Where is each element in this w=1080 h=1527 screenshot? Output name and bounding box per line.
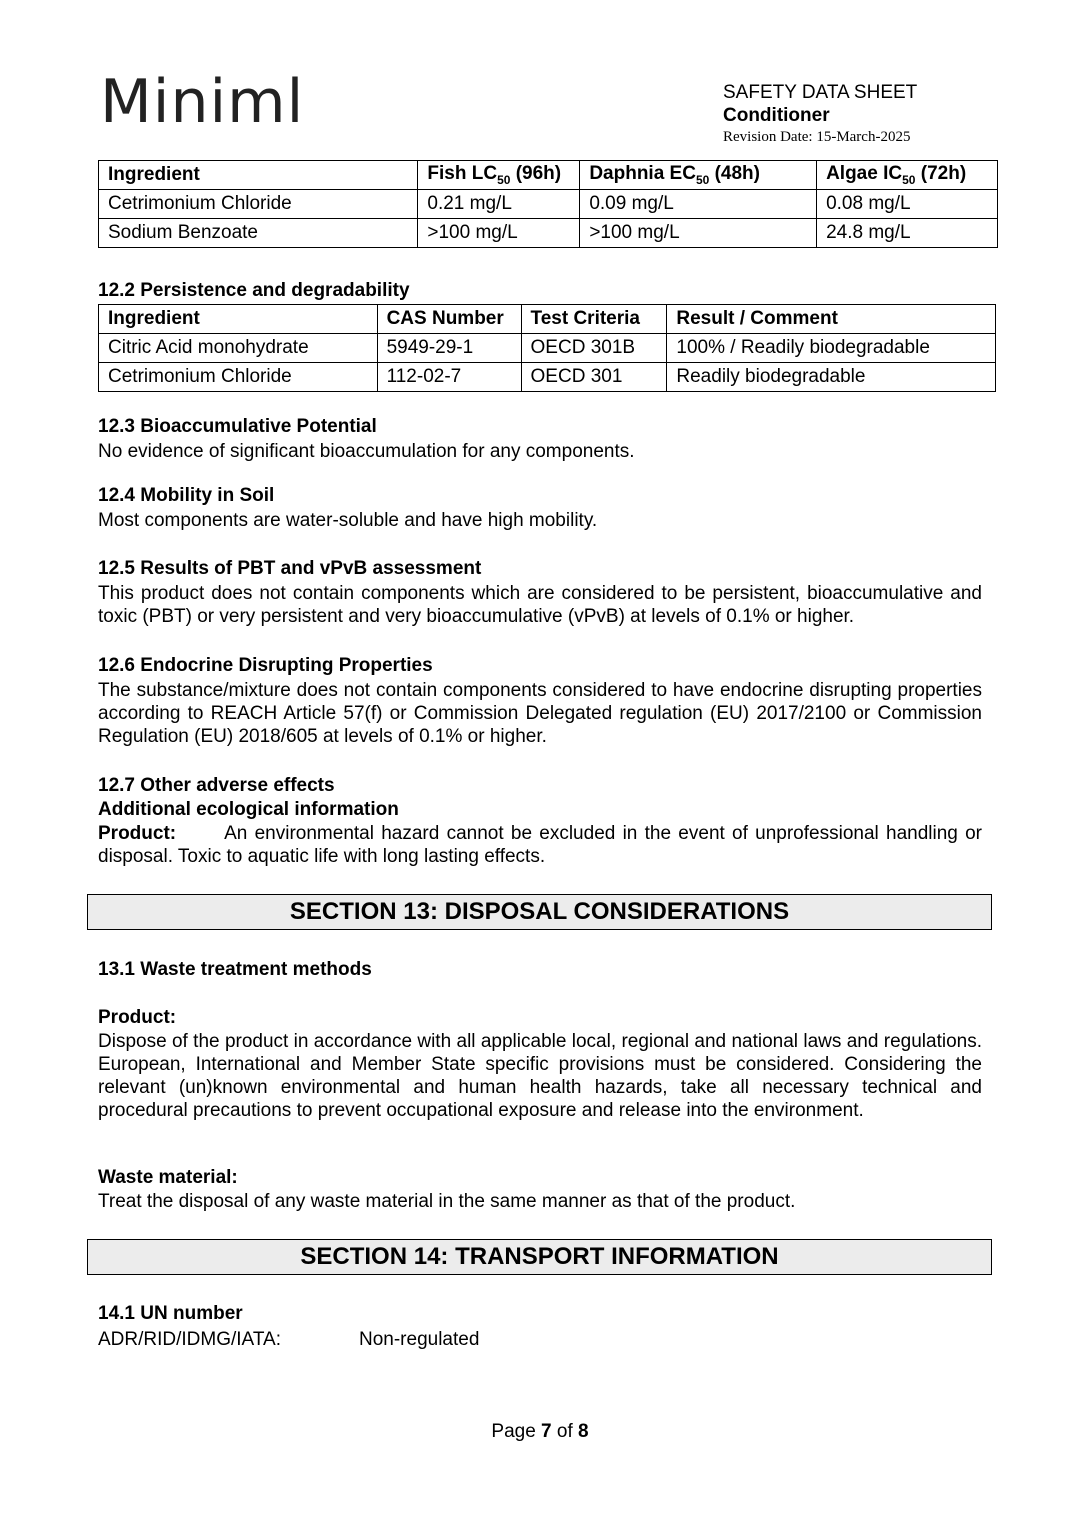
section-heading: 14.1 UN number	[98, 1303, 243, 1324]
section-13-banner: SECTION 13: DISPOSAL CONSIDERATIONS	[87, 894, 992, 930]
paragraph: The substance/mixture does not contain components considered to have endocrine disrupting properties according to REACH Article 57(f) or Commission Delegated regulation (EU) 2017/2100 or Commission Regulation (EU) 2018/605 at levels of 0.1% or higher.	[98, 680, 982, 747]
table-header-row	[99, 161, 998, 190]
section-heading: 12.6 Endocrine Disrupting Properties	[98, 655, 433, 676]
section-heading: 12.3 Bioaccumulative Potential	[98, 416, 377, 437]
page-total: 8	[578, 1421, 589, 1442]
field-label: Product:	[98, 823, 177, 844]
section-heading: 12.7 Other adverse effects	[98, 775, 335, 796]
field-label: Product:	[98, 1007, 177, 1028]
table-cell: Citric Acid monohydrate	[99, 334, 378, 363]
paragraph: No evidence of significant bioaccumulation for any components.	[98, 441, 635, 462]
paragraph	[98, 822, 982, 868]
table-row	[99, 363, 996, 392]
table-cell: 112-02-7	[377, 363, 521, 392]
revision-date: Revision Date: 15-March-2025	[723, 128, 911, 145]
table-cell: 0.21 mg/L	[418, 190, 580, 219]
table-header-row	[99, 305, 996, 334]
doc-type: SAFETY DATA SHEET	[723, 82, 918, 103]
page-number: 7	[541, 1421, 552, 1442]
table-cell: Cetrimonium Chloride	[99, 190, 418, 219]
column-header: Ingredient	[99, 305, 378, 334]
section-heading: 12.4 Mobility in Soil	[98, 485, 275, 506]
product-name: Conditioner	[723, 104, 830, 126]
column-header: Algae $IC_{50}$ (72h)	[817, 161, 998, 190]
page-footer: Page 7 of 8	[491, 1421, 589, 1442]
toxicity-table	[98, 160, 998, 248]
column-header: Result / Comment	[667, 305, 996, 334]
table-row	[99, 190, 998, 219]
column-header: Ingredient	[99, 161, 418, 190]
table-row	[99, 334, 996, 363]
table-cell: OECD 301	[521, 363, 667, 392]
section-heading: 12.5 Results of PBT and vPvB assessment	[98, 558, 482, 579]
column-header: CAS Number	[377, 305, 521, 334]
table-cell: >100 mg/L	[418, 219, 580, 248]
column-header: Daphnia $EC_{50}$ (48h)	[580, 161, 817, 190]
sub-heading: Additional ecological information	[98, 799, 399, 820]
section-14-banner: SECTION 14: TRANSPORT INFORMATION	[87, 1239, 992, 1275]
section-heading: 12.2 Persistence and degradability	[98, 280, 410, 301]
table-cell: Readily biodegradable	[667, 363, 996, 392]
table-cell: OECD 301B	[521, 334, 667, 363]
table-cell: 100% / Readily biodegradable	[667, 334, 996, 363]
table-cell: 0.08 mg/L	[817, 190, 998, 219]
column-header: Test Criteria	[521, 305, 667, 334]
table-row	[99, 219, 998, 248]
table-cell: Cetrimonium Chloride	[99, 363, 378, 392]
column-header: Fish $LC_{50}$ (96h)	[418, 161, 580, 190]
field-label: Waste material:	[98, 1167, 238, 1188]
document-header	[723, 82, 917, 146]
field-value: Non-regulated	[359, 1329, 480, 1350]
field-label: ADR/RID/IDMG/IATA:	[98, 1329, 281, 1350]
paragraph: Most components are water-soluble and have high mobility.	[98, 510, 598, 531]
table-cell: 0.09 mg/L	[580, 190, 817, 219]
logo: Miniml	[100, 67, 305, 137]
paragraph: Treat the disposal of any waste material in the same manner as that of the product.	[98, 1191, 796, 1212]
section-heading: 13.1 Waste treatment methods	[98, 959, 372, 980]
field-text: An environmental hazard cannot be excluded in the event of unprofessional handling or disposal. Toxic to aquatic life with long lasting effects.	[98, 823, 982, 867]
persistence-table	[98, 304, 996, 392]
paragraph: Dispose of the product in accordance with all applicable local, regional and national laws and regulations. European, International and Member State specific provisions must be considered. Considering the relevant (un)known environmental and human health hazards, take all necessary technical and procedural precautions to prevent occupational exposure and release into the environment.	[98, 1031, 982, 1121]
table-cell: Sodium Benzoate	[99, 219, 418, 248]
table-cell: 24.8 mg/L	[817, 219, 998, 248]
paragraph: This product does not contain components which are considered to be persistent, bioaccumulative and toxic (PBT) or very persistent and very bioaccumulative (vPvB) at levels of 0.1% or higher.	[98, 583, 982, 627]
table-cell: >100 mg/L	[580, 219, 817, 248]
table-cell: 5949-29-1	[377, 334, 521, 363]
